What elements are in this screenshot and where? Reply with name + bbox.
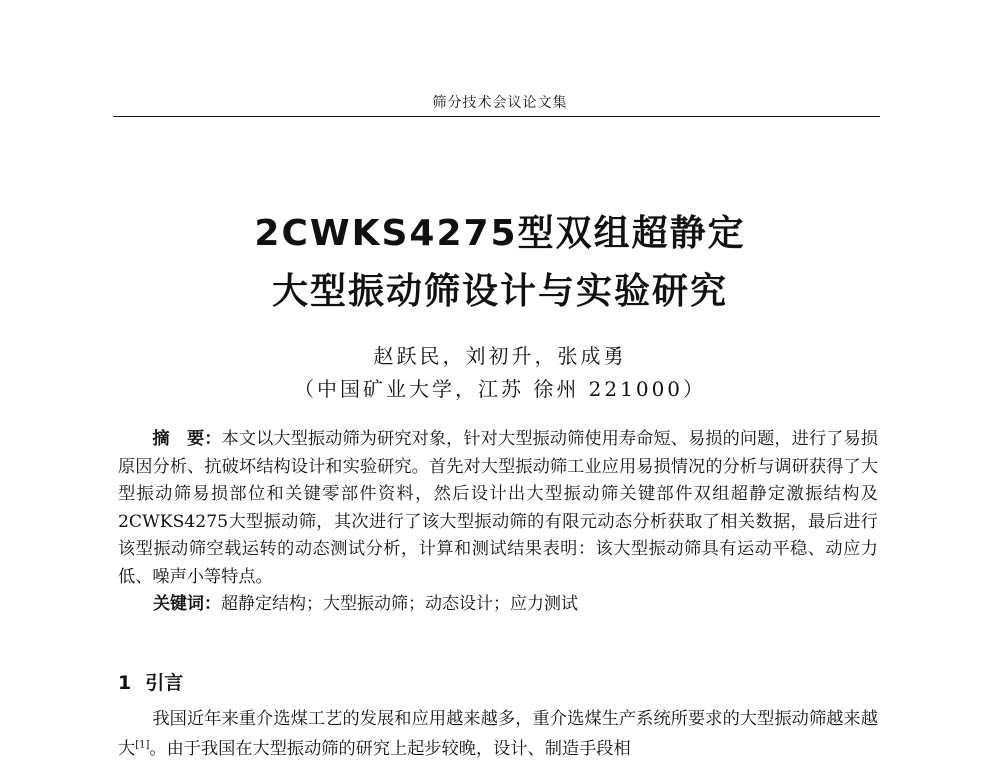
abstract-label: 摘 要： [152,429,222,449]
body-text-2: 。由于我国在大型振动筛的研究上起步较晚，设计、制造手段相 [149,739,631,759]
section-heading [118,668,183,695]
keywords [153,591,878,618]
paper-title-line-1: 2CWKS4275型双组超静定 [254,213,746,254]
keywords-label: 关键词： [153,594,221,614]
section-number: 1 [118,672,132,694]
paper-title-line-2: 大型振动筛设计与实验研究 [271,271,728,312]
authors: 赵跃民，刘初升，张成勇 [373,344,627,368]
citation-ref[interactable]: [1] [135,739,150,751]
abstract-text: 本文以大型振动筛为研究对象，针对大型振动筛使用寿命短、易损的问题，进行了易损原因分析、抗破坏结构设计和实验研究。首先对大型振动筛工业应用易损情况的分析与调研获得了大型振动筛易损部位和关键零部件资料，然后设计出大型振动筛关键部件双组超静定激振结构及2CWKS4275大型振动筛，其次进行了该大型振动筛的有限元动态分析获取了相关数据，最后进行该型振动筛空载运转的动态测试分析，计算和测试结果表明：该大型振动筛具有运动平稳、动应力低、噪声小等特点。 [118,429,878,587]
section-title: 引言 [145,672,184,694]
header-rule [113,116,880,117]
body-text-1: 我国近年来重介选煤工艺的发展和应用越来越多，重介选煤生产系统所要求的大型振动筛越来越大 [118,709,878,759]
affiliation: （中国矿业大学，江苏 徐州 221000） [293,377,707,401]
body-paragraph [118,704,878,764]
running-head: 筛分技术会议论文集 [432,95,568,111]
keywords-text: 超静定结构；大型振动筛；动态设计；应力测试 [221,594,578,614]
abstract [118,426,878,591]
